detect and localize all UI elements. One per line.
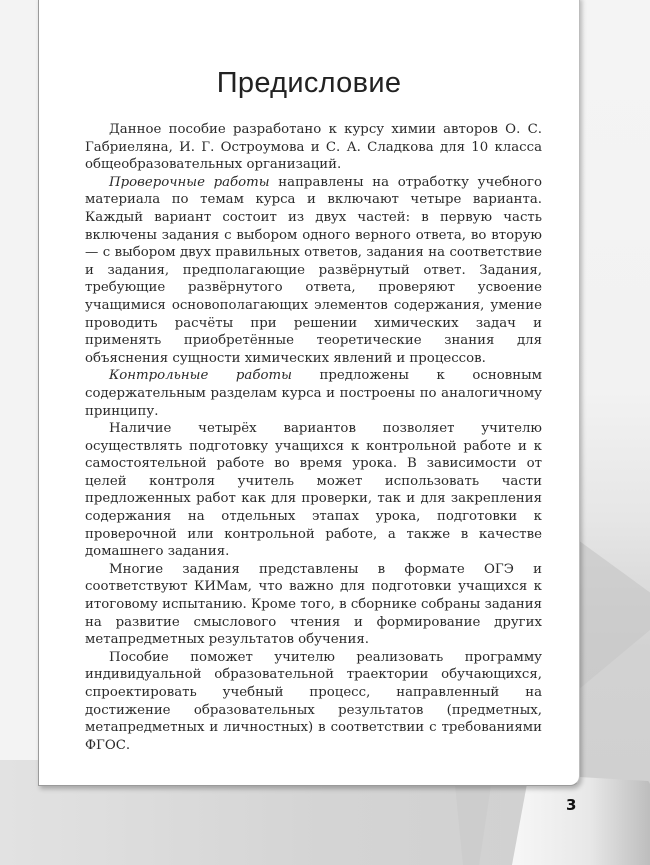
page-number: 3 <box>566 796 577 814</box>
paragraph-5-text: Многие задания представлены в формате ОГЭ и соответствуют КИМам, что важно для подготовки учащихся к итоговому испытанию. Кроме того, в сборнике собраны задания на развитие смыслового чтения и формирование других метапредметных результатов обучения. <box>85 561 542 648</box>
background-right-strip <box>578 0 650 865</box>
paragraph-3-text: предложены к основным содержательным разделам курса и построены по аналогичному принципу. <box>85 368 542 419</box>
paragraph-3 <box>85 367 542 420</box>
page-title: Предисловие <box>216 67 402 99</box>
paragraph-4 <box>85 420 542 561</box>
document-page <box>38 0 580 786</box>
paragraph-2 <box>85 174 542 368</box>
paragraph-1-text: Данное пособие разработано к курсу химии авторов О. С. Габриеляна, И. Г. Остроумова и С. А. Сладкова для 10 класса общеобразовательных организаций. <box>85 122 542 173</box>
paragraph-1 <box>85 121 542 174</box>
paragraph-6 <box>85 649 542 755</box>
paragraph-5 <box>85 561 542 649</box>
paragraph-4-text: Наличие четырёх вариантов позволяет учителю осуществлять подготовку учащихся к контрольной работе и к самостоятельной работе во время урока. В зависимости от целей контроля учитель может использовать части предложенных работ как для проверки, так и для закрепления содержания на отдельных этапах урока, подготовки к проверочной или контрольной работе, а также в качестве домашнего задания. <box>85 421 542 560</box>
page-number-tab <box>512 774 650 865</box>
paragraph-2-text: направлены на отработку учебного материала по темам курса и включают четыре варианта. Каждый вариант состоит из двух частей: в первую часть включены задания с выбором одного верного ответа, во вторую — с выбором двух правильных ответов, задания на соответствие и задания, предполагающие развёрнутый ответ. Задания, требующие развёрнутого ответа, проверяют усвоение учащимися основополагающих элементов содержания, умение проводить расчёты при решении химических задач и применять приобретённые теоретические знания для объяснения сущности химических явлений и процессов. <box>85 174 542 366</box>
paragraph-2-italic-lead: Проверочные работы <box>109 174 270 190</box>
paragraph-6-text: Пособие поможет учителю реализовать программу индивидуальной образовательной траектории обучающихся, спроектировать учебный процесс, направленный на достижение образовательных результатов (предметных, метапредметных и личностных) в соответствии с требованиями ФГОС. <box>85 649 542 753</box>
paragraph-3-italic-lead: Контрольные работы <box>109 368 292 384</box>
body-text <box>85 121 542 754</box>
